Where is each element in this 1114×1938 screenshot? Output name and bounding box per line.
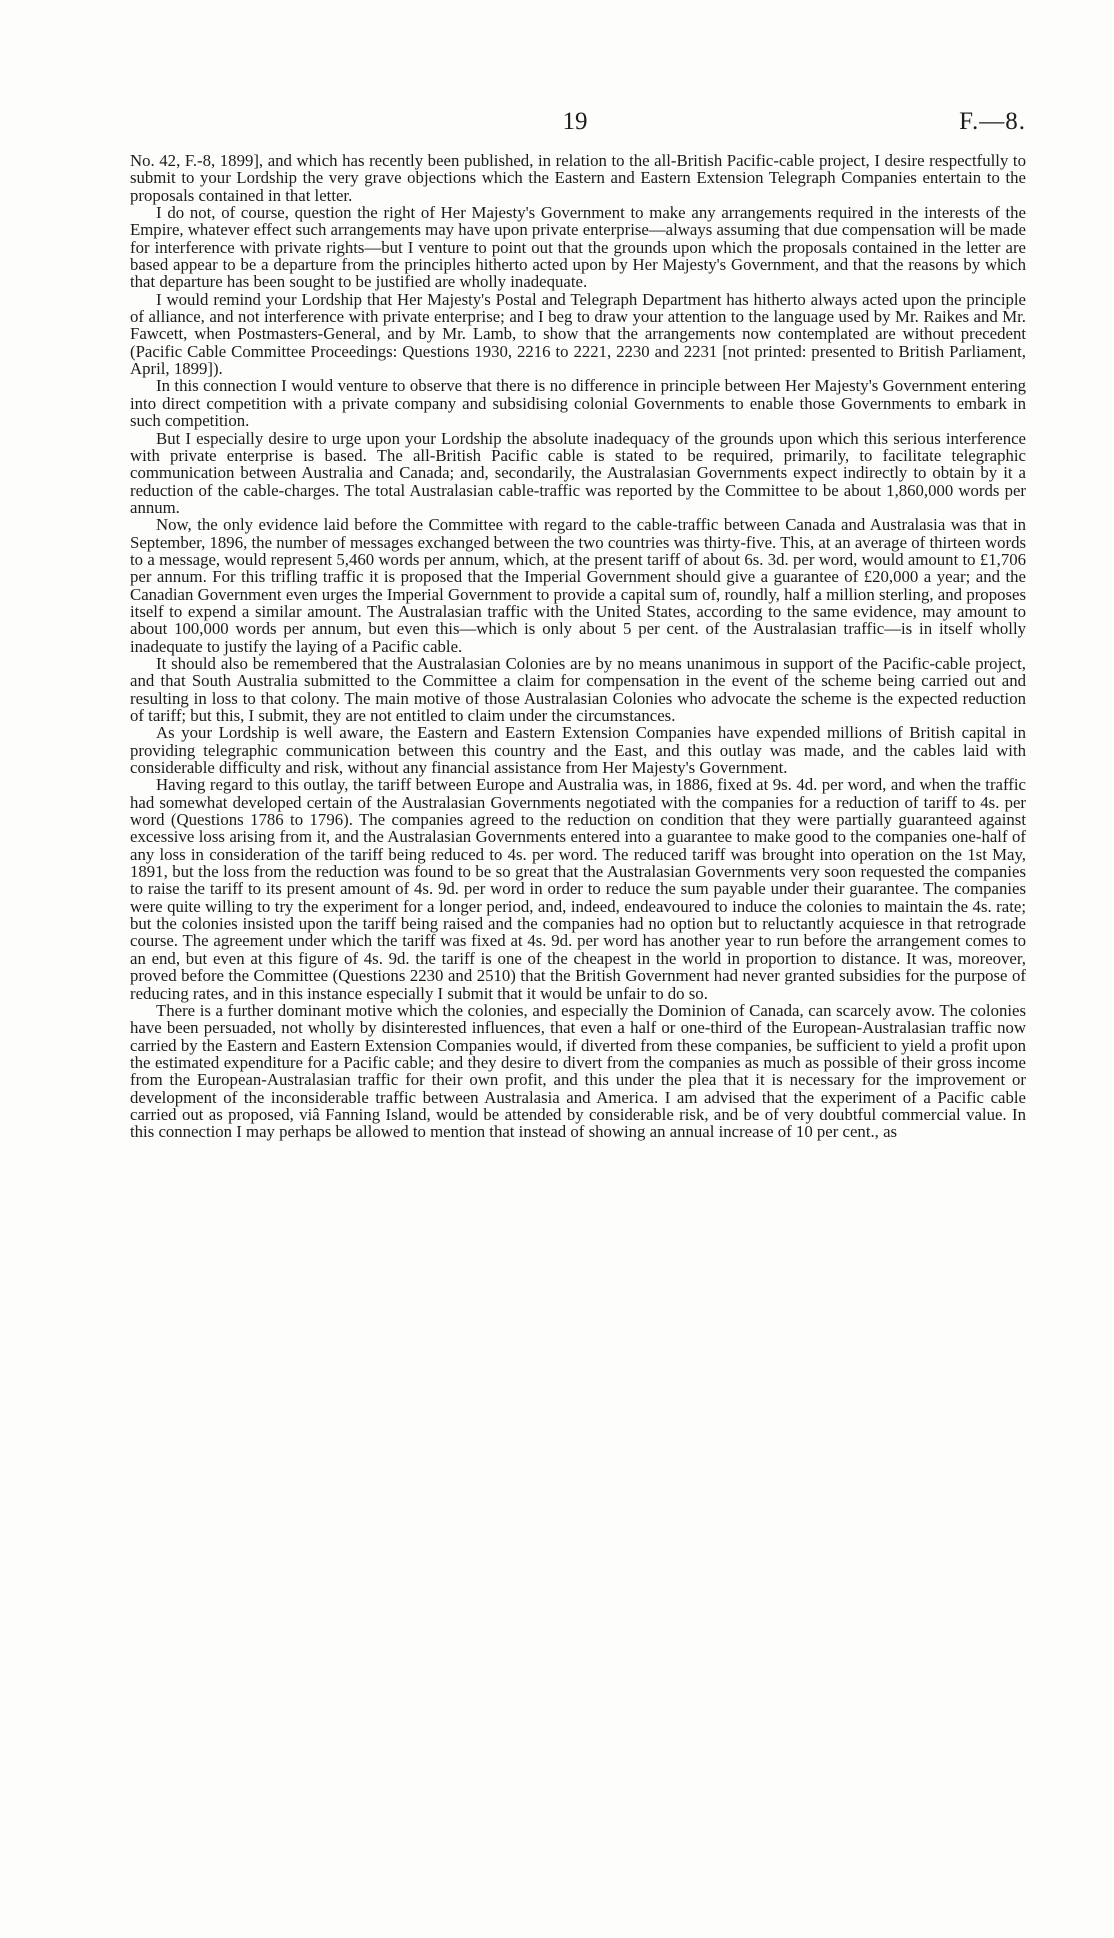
paragraph: As your Lordship is well aware, the Eastern and Eastern Extension Companies have expended millions of British capital in providing telegraphic communication between this country and the East, and this outlay was made, and the cables laid with considerable difficulty and risk, without any financial assistance from Her Majesty's Government.: [130, 723, 1026, 778]
paragraph: No. 42, F.-8, 1899], and which has recently been published, in relation to the all-British Pacific-cable project, I desire respectfully to submit to your Lordship the very grave objections which the Eastern and Eastern Extension Telegraph Companies entertain to the proposals contained in that letter.: [130, 151, 1026, 205]
paragraph: Having regard to this outlay, the tariff between Europe and Australia was, in 1886, fixed at 9s. 4d. per word, and when the traffic had somewhat developed certain of the Australasian Governments negotiated with the companies for a reduction of tariff to 4s. per word (Questions 1786 to 1796). The companies agreed to the reduction on condition that they were partially guaranteed against excessive loss arising from it, and the Australasian Governments entered into a guarantee to make good to the companies one-half of any loss in consideration of the tariff being reduced to 4s. per word. The reduced tariff was brought into operation on the 1st May, 1891, but the loss from the reduction was found to be so great that the Australasian Governments very soon requested the companies to raise the tariff to its present amount of 4s. 9d. per word in order to reduce the sum payable under their guarantee. The companies were quite willing to try the experiment for a longer period, and, indeed, endeavoured to induce the colonies to maintain the 4s. rate; but the colonies insisted upon the tariff being raised and the companies had no option but to reluctantly acquiesce in that retrograde course. The agreement under which the tariff was fixed at 4s. 9d. per word has another year to run before the arrangement comes to an end, but even at this figure of 4s. 9d. the tariff is one of the cheapest in the world in proportion to distance. It was, moreover, proved before the Committee (Questions 2230 and 2510) that the British Government had never granted subsidies for the purpose of reducing rates, and in this instance especially I submit that it would be unfair to do so.: [130, 775, 1026, 1003]
paragraph: It should also be remembered that the Australasian Colonies are by no means unanimous in support of the Pacific-cable project, and that South Australia submitted to the Committee a claim for compensation in the event of the scheme being carried out and resulting in loss to that colony. The main motive of those Australasian Colonies who advocate the scheme is the expected reduction of tariff; but this, I submit, they are not entitled to claim under the circumstances.: [130, 653, 1026, 725]
page-header: [130, 108, 1026, 138]
letter-body: [130, 152, 1026, 1872]
paragraph: Now, the only evidence laid before the Committee with regard to the cable-traffic between Canada and Australasia was that in September, 1896, the number of messages exchanged between the two countries was thirty-five. This, at an average of thirteen words to a message, would represent 5,460 words per annum, which, at the present tariff of about 6s. 3d. per word, would amount to £1,706 per annum. For this trifling traffic it is proposed that the Imperial Government should give a guarantee of £20,000 a year; and the Canadian Government even urges the Imperial Government to provide a capital sum of, roundly, half a million sterling, and proposes itself to expend a similar amount. The Australasian traffic with the United States, according to the same evidence, may amount to about 100,000 words per annum, but even this—which is only about 5 per cent. of the Australasian traffic—is in itself wholly inadequate to justify the laying of a Pacific cable.: [130, 515, 1026, 656]
paragraph: I would remind your Lordship that Her Majesty's Postal and Telegraph Department has hitherto always acted upon the principle of alliance, and not interference with private enterprise; and I beg to draw your attention to the language used by Mr. Raikes and Mr. Fawcett, when Postmasters-General, and by Mr. Lamb, to show that the arrangements now contemplated are without precedent (Pacific Cable Committee Proceedings: Questions 1930, 2216 to 2221, 2230 and 2231 [not printed: presented to British Parliament, April, 1899]).: [130, 289, 1026, 379]
paragraph: There is a further dominant motive which the colonies, and especially the Dominion of Canada, can scarcely avow. The colonies have been persuaded, not wholly by disinterested influences, that even a half or one-third of the European-Australasian traffic now carried by the Eastern and Eastern Extension Companies would, if diverted from these companies, be sufficient to yield a profit upon the estimated expenditure for a Pacific cable; and they desire to divert from the companies as much as possible of their gross income from the European-Australasian traffic for their own profit, and this under the plea that it is necessary for the improvement or development of the inconsiderable traffic between Australasia and America. I am advised that the experiment of a Pacific cable carried out as proposed, viâ Fanning Island, would be attended by considerable risk, and be of very doubtful commercial value. In this connection I may perhaps be allowed to mention that instead of showing an annual increase of 10 per cent., as: [130, 1000, 1026, 1142]
page-number: 19: [562, 108, 588, 135]
document-reference: F.—8.: [959, 108, 1026, 135]
paragraph: I do not, of course, question the right of Her Majesty's Government to make any arrangements required in the interests of the Empire, whatever effect such arrangements may have upon private enterprise—always assuming that due compensation will be made for interference with private rights—but I venture to point out that the grounds upon which the proposals contained in the letter are based appear to be a departure from the principles hitherto acted upon by Her Majesty's Government, and that the reasons by which that departure has been sought to be justified are wholly inadequate.: [130, 203, 1026, 292]
paragraph: But I especially desire to urge upon your Lordship the absolute inadequacy of the grounds upon which this serious interference with private enterprise is based. The all-British Pacific cable is stated to be required, primarily, to facilitate telegraphic communication between Australia and Canada; and, secondarily, the Australasian Governments expect indirectly to obtain by it a reduction of the cable-charges. The total Australasian cable-traffic was reported by the Committee to be about 1,860,000 words per annum.: [130, 428, 1026, 517]
paragraph: In this connection I would venture to observe that there is no difference in principle between Her Majesty's Government entering into direct competition with a private company and subsidising colonial Governments to enable those Governments to embark in such competition.: [130, 376, 1026, 431]
